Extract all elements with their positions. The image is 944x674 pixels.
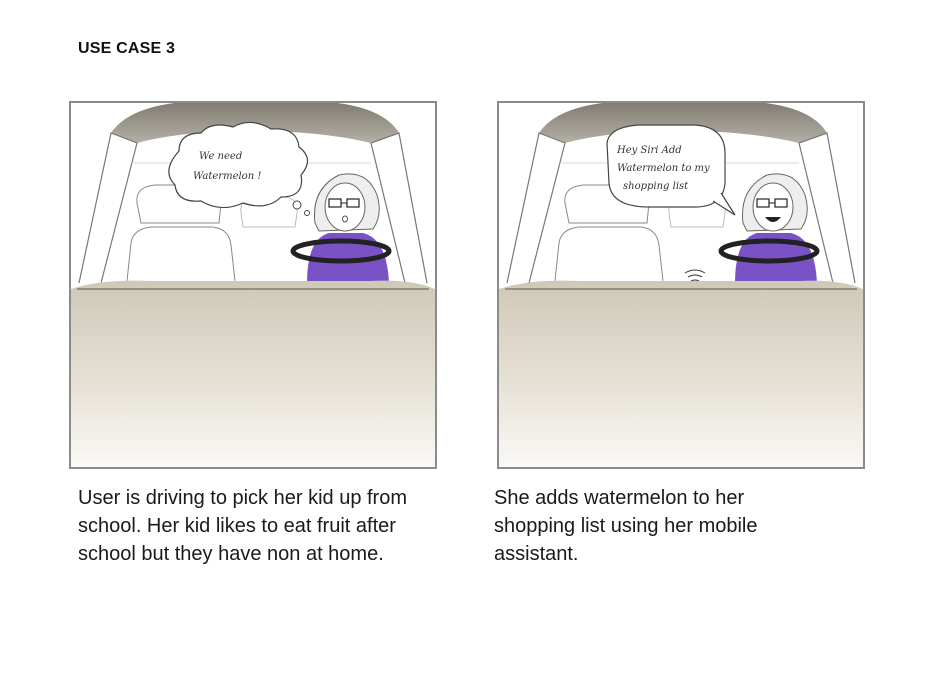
dashboard [71, 281, 435, 467]
bubble-line: We need [199, 151, 243, 162]
speech-bubble-icon [607, 125, 735, 215]
driver-figure [721, 174, 817, 283]
car-sketch-1 [71, 103, 435, 467]
bubble-line: Watermelon ! [193, 171, 262, 182]
sound-wave-icon [685, 270, 705, 281]
page-title: USE CASE 3 [78, 40, 176, 57]
car-sketch-2 [499, 103, 863, 467]
bubble-line: Hey Siri Add [617, 145, 682, 156]
bubble-line: Watermelon to my [617, 163, 710, 174]
driver-figure [293, 174, 389, 283]
storyboard-panel-2 [497, 101, 865, 469]
bubble-line: shopping list [623, 181, 689, 192]
dashboard [499, 281, 863, 467]
panel-2-caption: She adds watermelon to her shopping list using her mobile assistant. [494, 487, 758, 565]
panel-1-caption: User is driving to pick her kid up from school. Her kid likes to eat fruit after school but they have non at home. [78, 487, 408, 565]
storyboard-panel-1 [69, 101, 437, 469]
